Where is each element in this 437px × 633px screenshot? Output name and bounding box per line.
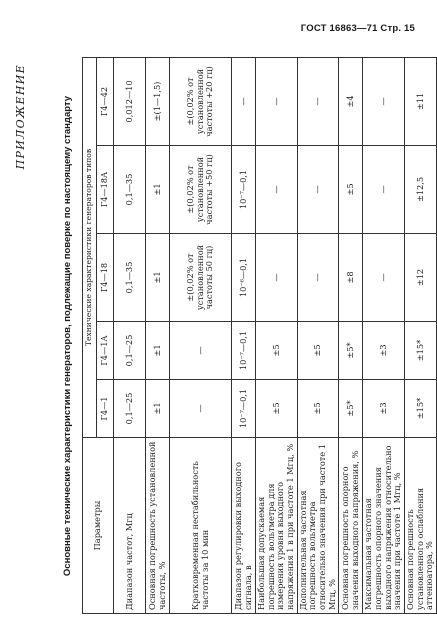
value-cell: ±12 — [405, 234, 437, 322]
table-row — [339, 57, 363, 613]
value-cell: ±3 — [363, 380, 405, 438]
value-cell: 10⁻⁷—0,1 — [232, 380, 256, 438]
param-cell: Диапазон регулировки выходного сигнала, в — [232, 438, 256, 614]
characteristics-table — [82, 57, 437, 614]
value-cell: — — [170, 380, 232, 438]
value-cell: — — [363, 146, 405, 234]
value-cell: 0,1—25 — [114, 322, 146, 380]
rotated-table-block — [60, 58, 435, 614]
value-cell: ±5 — [256, 322, 298, 380]
table-row — [297, 57, 339, 613]
value-cell: ±1 — [146, 380, 170, 438]
param-cell: Наибольшая допускаемая погрешность вольтметра для измерения уровня выходного напряжения 1 в при частоте 1 Мгц, % — [256, 438, 298, 614]
appendix-label: ПРИЛОЖЕНИЕ — [14, 64, 27, 170]
table-row — [363, 57, 405, 613]
column-header: Г4—18А — [96, 146, 113, 234]
value-cell: — — [170, 322, 232, 380]
value-cell: ±(1—1,5) — [146, 57, 170, 145]
value-cell: 0,1—35 — [114, 234, 146, 322]
column-header: Г4—42 — [96, 57, 113, 145]
value-cell: — — [297, 146, 339, 234]
value-cell: — — [256, 146, 298, 234]
value-cell: 0,1—25 — [114, 380, 146, 438]
table-title: Основные технические характеристики генераторов, подлежащие поверке по настоящему стандарту — [62, 95, 73, 577]
value-cell: ±5* — [339, 322, 363, 380]
value-cell: — — [256, 57, 298, 145]
value-cell: ±5 — [339, 146, 363, 234]
value-cell: ±(0,02% от установленной частоты 50 гц) — [170, 234, 232, 322]
value-cell: ±4 — [339, 57, 363, 145]
value-cell: ±11 — [405, 57, 437, 145]
param-cell: Основная погрешность опорного значения выходного напряжения, % — [339, 438, 363, 614]
table-row — [146, 57, 170, 613]
table-row — [232, 57, 256, 613]
table-row — [256, 57, 298, 613]
value-cell: ±1 — [146, 146, 170, 234]
param-cell: Кратковременная нестабильность частоты за 10 мин — [170, 438, 232, 614]
value-cell: ±12,5 — [405, 146, 437, 234]
column-header: Г4—1 — [96, 380, 113, 438]
value-cell: 0,012—10 — [114, 57, 146, 145]
column-header: Г4—18 — [96, 234, 113, 322]
value-cell: — — [363, 57, 405, 145]
param-cell: Диапазон частот, Мгц — [114, 438, 146, 614]
value-cell: ±(0,02% от установленной частоты +20 гц) — [170, 57, 232, 145]
param-cell: Основная погрешность установленного ослабления аттенюатора, % — [405, 438, 437, 614]
column-header: Г4—1А — [96, 322, 113, 380]
value-cell: — — [297, 57, 339, 145]
value-cell: — — [256, 234, 298, 322]
table-row — [405, 57, 437, 613]
value-cell: ±3 — [363, 322, 405, 380]
value-cell: ±5 — [297, 322, 339, 380]
value-cell: 0,1—35 — [114, 146, 146, 234]
value-cell: ±15* — [405, 380, 437, 438]
value-cell: ±1 — [146, 322, 170, 380]
value-cell: — — [232, 57, 256, 145]
group-header: Технические характеристики генераторов типов — [83, 57, 97, 437]
value-cell: ±5 — [297, 380, 339, 438]
value-cell: ±5 — [256, 380, 298, 438]
page-header: ГОСТ 16863—71 Стр. 15 — [300, 23, 415, 34]
value-cell: 10⁻⁶—0,1 — [232, 234, 256, 322]
value-cell: ±5* — [339, 380, 363, 438]
table-row — [170, 57, 232, 613]
value-cell: 10⁻⁷—0,1 — [232, 146, 256, 234]
value-cell: ±8 — [339, 234, 363, 322]
value-cell: — — [297, 234, 339, 322]
param-cell: Основная погрешность установленной частоты, % — [146, 438, 170, 614]
value-cell: ±(0,02% от установленной частоты +50 гц) — [170, 146, 232, 234]
table-row — [114, 57, 146, 613]
value-cell: 10⁻⁷—0,1 — [232, 322, 256, 380]
value-cell: ±15* — [405, 322, 437, 380]
param-cell: Дополнительная частотная погрешность вольтметра относительно значения при частоте 1 Мгц, % — [297, 438, 339, 614]
value-cell: ±1 — [146, 234, 170, 322]
value-cell: — — [363, 234, 405, 322]
param-cell: Максимальная частотная погрешность опорного значения выходного напряжения относительно значения при частоте 1 Мгц, % — [363, 438, 405, 614]
param-column-header: Параметры — [83, 438, 114, 614]
